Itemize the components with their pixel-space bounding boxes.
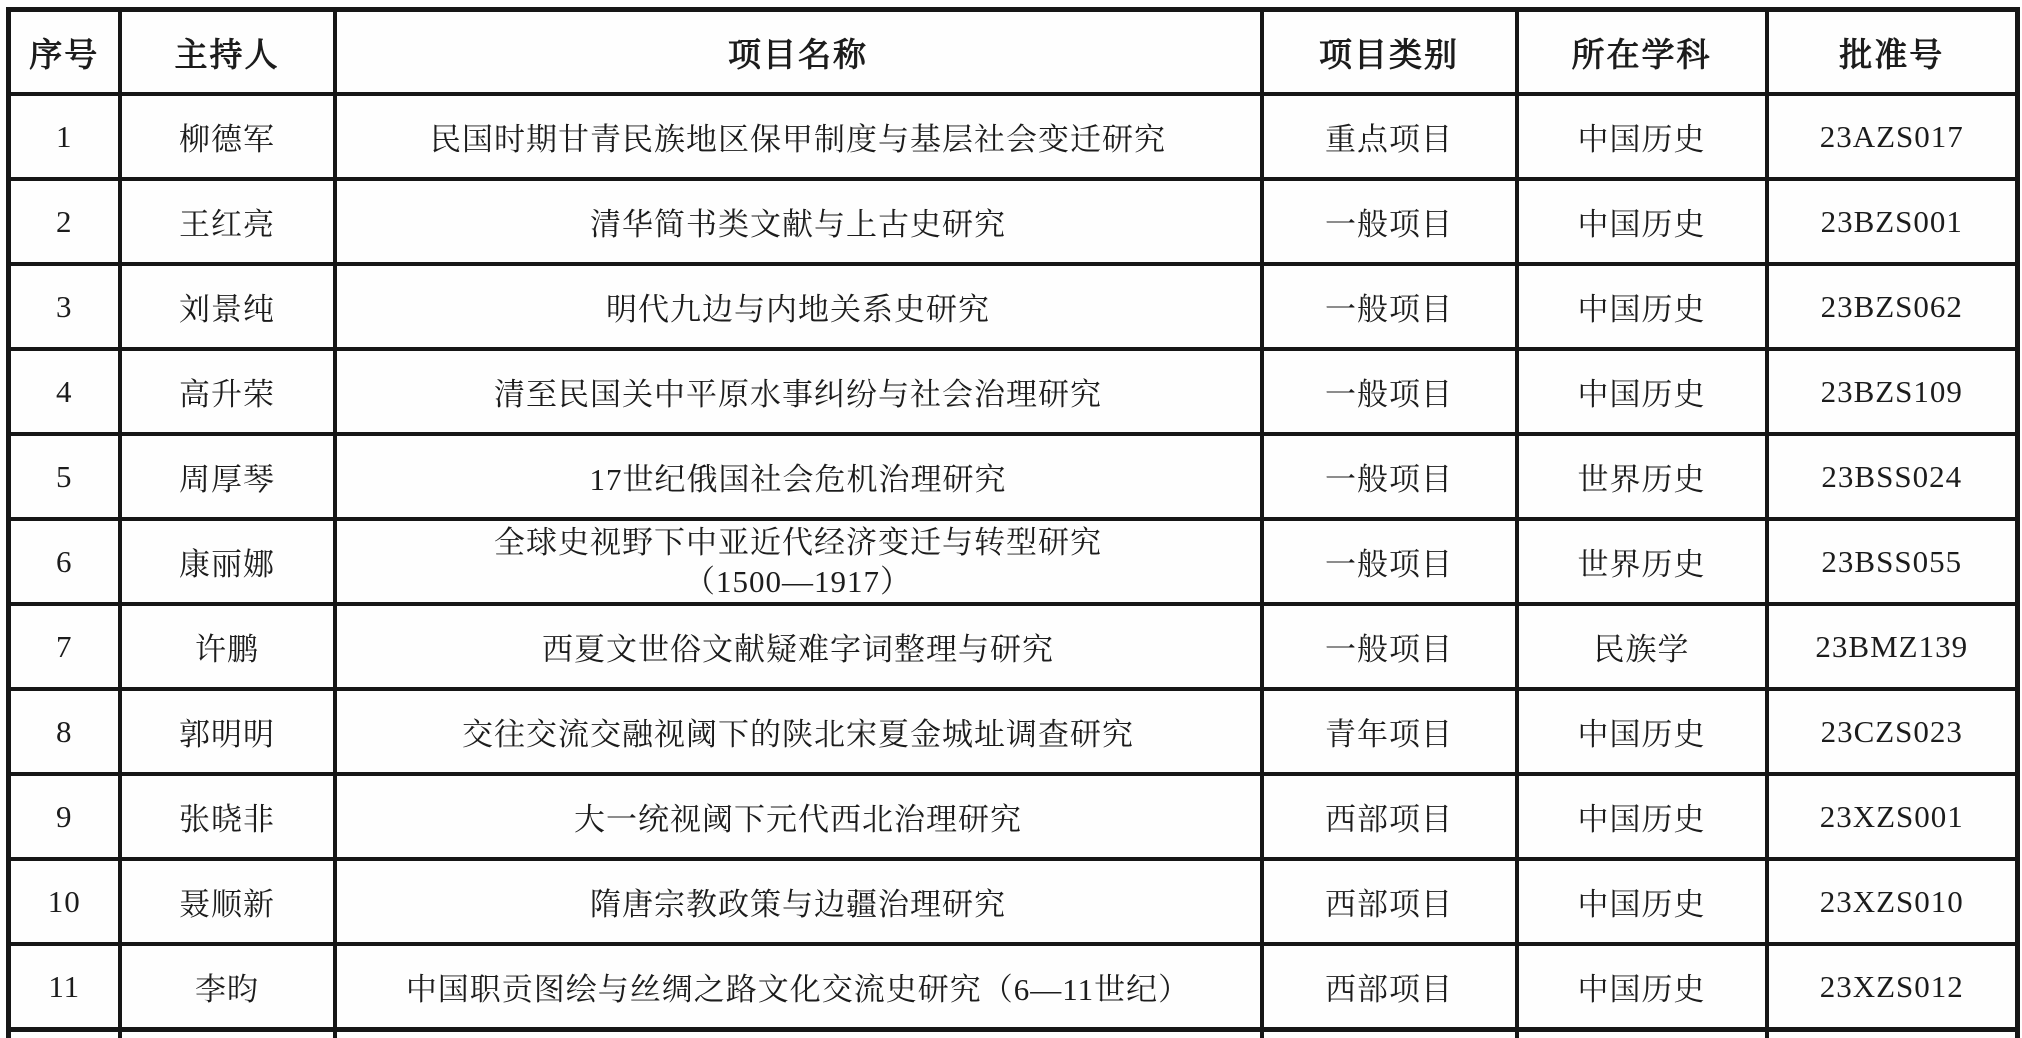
cell-grant-no: 23BSS024: [1767, 434, 2018, 519]
cell-grant-no: 23CZS023: [1767, 689, 2018, 774]
cell-grant-no: 23XZS001: [1767, 774, 2018, 859]
cell-category: 一般项目: [1262, 434, 1517, 519]
cell-grant-no: 23BSS055: [1767, 519, 2018, 604]
cell-title: 明代九边与内地关系史研究: [335, 264, 1262, 349]
cutoff-cell: [1767, 1030, 2018, 1038]
cell-no: 11: [9, 944, 120, 1030]
cell-no: 1: [9, 94, 120, 179]
cell-pi: 聂顺新: [120, 859, 335, 944]
cell-grant-no: 23AZS017: [1767, 94, 2018, 179]
table-row: [9, 689, 2018, 774]
cell-pi: 李昀: [120, 944, 335, 1030]
cell-grant-no: 23BZS001: [1767, 179, 2018, 264]
cell-no: 4: [9, 349, 120, 434]
table-row: [9, 859, 2018, 944]
cell-grant-no: 23BZS062: [1767, 264, 2018, 349]
cell-pi: 许鹏: [120, 604, 335, 689]
cell-discipline: 中国历史: [1517, 944, 1767, 1030]
cell-no: 7: [9, 604, 120, 689]
table-row: [9, 179, 2018, 264]
cell-title: 清华简书类文献与上古史研究: [335, 179, 1262, 264]
cell-category: 重点项目: [1262, 94, 1517, 179]
cell-discipline: 中国历史: [1517, 94, 1767, 179]
cell-pi: 张晓非: [120, 774, 335, 859]
table-row: [9, 944, 2018, 1030]
cell-category: 西部项目: [1262, 859, 1517, 944]
cell-discipline: 中国历史: [1517, 264, 1767, 349]
cell-pi: 康丽娜: [120, 519, 335, 604]
project-title-line: （1500—1917）: [684, 563, 912, 599]
cell-pi: 刘景纯: [120, 264, 335, 349]
cell-category: 西部项目: [1262, 774, 1517, 859]
cell-discipline: 中国历史: [1517, 774, 1767, 859]
table-row: [9, 519, 2018, 604]
header-row: [9, 10, 2018, 95]
table-row: [9, 434, 2018, 519]
table-row: [9, 604, 2018, 689]
cutoff-cell: [1262, 1030, 1517, 1038]
cell-discipline: 中国历史: [1517, 859, 1767, 944]
cell-title: 交往交流交融视阈下的陕北宋夏金城址调查研究: [335, 689, 1262, 774]
cell-no: 6: [9, 519, 120, 604]
cell-category: 一般项目: [1262, 349, 1517, 434]
cell-title: 隋唐宗教政策与边疆治理研究: [335, 859, 1262, 944]
header-cell-pi: 主持人: [120, 10, 335, 95]
cell-category: 一般项目: [1262, 179, 1517, 264]
cell-pi: 周厚琴: [120, 434, 335, 519]
cell-category: 西部项目: [1262, 944, 1517, 1030]
grant-project-table: [6, 7, 2020, 1038]
cell-discipline: 中国历史: [1517, 179, 1767, 264]
cell-title: 中国职贡图绘与丝绸之路文化交流史研究（6—11世纪）: [335, 944, 1262, 1030]
cell-pi: 高升荣: [120, 349, 335, 434]
cell-no: 10: [9, 859, 120, 944]
cell-discipline: 世界历史: [1517, 519, 1767, 604]
cell-category: 青年项目: [1262, 689, 1517, 774]
cutoff-cell: [9, 1030, 120, 1038]
header-cell-title: 项目名称: [335, 10, 1262, 95]
header-cell-category: 项目类别: [1262, 10, 1517, 95]
cell-no: 3: [9, 264, 120, 349]
cell-title: 民国时期甘青民族地区保甲制度与基层社会变迁研究: [335, 94, 1262, 179]
cell-discipline: 中国历史: [1517, 689, 1767, 774]
cell-pi: 柳德军: [120, 94, 335, 179]
cutoff-cell: [1517, 1030, 1767, 1038]
table-row: [9, 94, 2018, 179]
table-row: [9, 264, 2018, 349]
cell-discipline: 民族学: [1517, 604, 1767, 689]
table-row: [9, 349, 2018, 434]
table-row: [9, 774, 2018, 859]
header-cell-grant-no: 批准号: [1767, 10, 2018, 95]
cell-discipline: 世界历史: [1517, 434, 1767, 519]
cell-title: 大一统视阈下元代西北治理研究: [335, 774, 1262, 859]
cell-pi: 王红亮: [120, 179, 335, 264]
cell-grant-no: 23BZS109: [1767, 349, 2018, 434]
header-cell-discipline: 所在学科: [1517, 10, 1767, 95]
cutoff-row: [9, 1030, 2018, 1038]
cell-grant-no: 23XZS010: [1767, 859, 2018, 944]
cutoff-cell: [335, 1030, 1262, 1038]
cell-title: 西夏文世俗文献疑难字词整理与研究: [335, 604, 1262, 689]
project-title-line: 全球史视野下中亚近代经济变迁与转型研究: [494, 524, 1102, 560]
table-header: [9, 10, 2018, 95]
table-body: [9, 94, 2018, 1038]
cell-no: 9: [9, 774, 120, 859]
cell-no: 5: [9, 434, 120, 519]
header-cell-no: 序号: [9, 10, 120, 95]
cell-no: 8: [9, 689, 120, 774]
cell-title: 17世纪俄国社会危机治理研究: [335, 434, 1262, 519]
cell-category: 一般项目: [1262, 519, 1517, 604]
cell-pi: 郭明明: [120, 689, 335, 774]
cell-grant-no: 23BMZ139: [1767, 604, 2018, 689]
cell-grant-no: 23XZS012: [1767, 944, 2018, 1030]
cell-no: 2: [9, 179, 120, 264]
cell-discipline: 中国历史: [1517, 349, 1767, 434]
cell-title: 清至民国关中平原水事纠纷与社会治理研究: [335, 349, 1262, 434]
cutoff-cell: [120, 1030, 335, 1038]
cell-category: 一般项目: [1262, 264, 1517, 349]
cell-title: [335, 519, 1262, 604]
cell-category: 一般项目: [1262, 604, 1517, 689]
